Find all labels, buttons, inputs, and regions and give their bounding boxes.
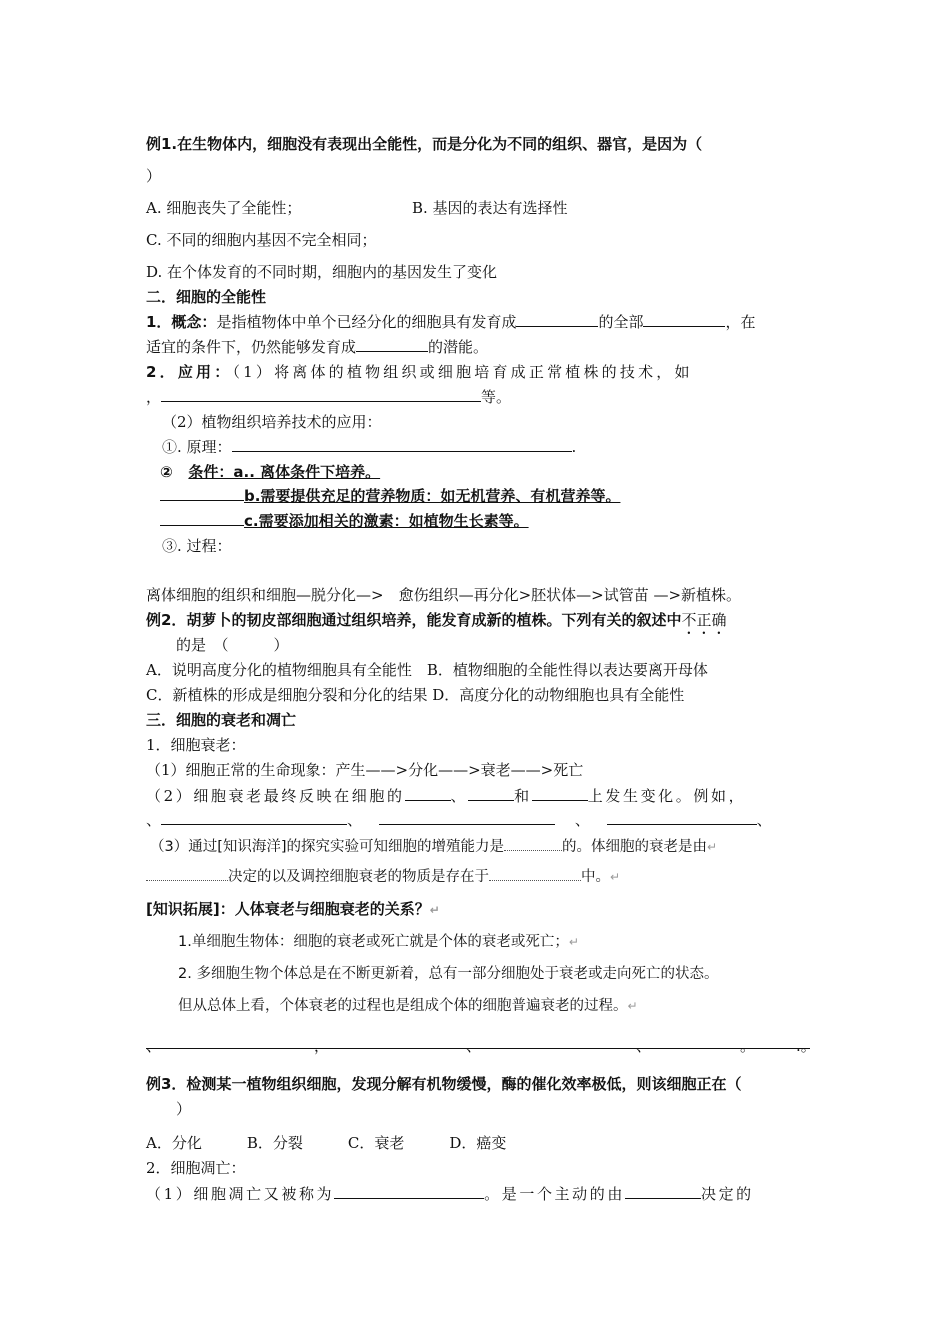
condition-line-b — [160, 486, 620, 506]
aging-point3-c: 决定的以及调控细胞衰老的物质是存在于 — [228, 869, 489, 885]
condition-line-c — [160, 511, 529, 531]
blank[interactable] — [625, 1184, 701, 1199]
aging-point2-row — [146, 810, 772, 830]
return-mark: ↵ — [627, 999, 638, 1013]
concept-text-a: 是指植物体中单个已经分化的细胞具有发育成 — [216, 313, 517, 331]
aging-point2-a: （2）细胞衰老最终反映在细胞的 — [146, 787, 405, 805]
aging-point3-a: （3）通过[知识海洋]的探究实验可知细胞的增殖能力是 — [150, 839, 505, 855]
concept-text-d: 适宜的条件下，仍然能够发育成 — [146, 338, 357, 356]
answer-sep-1: 、 — [146, 1037, 162, 1055]
application-line2 — [146, 387, 511, 407]
ex1-question — [146, 134, 702, 154]
condition-number: ② — [160, 463, 173, 481]
ex3-question-end: ） — [176, 1100, 192, 1118]
ex1-question-text: 例1.在生物体内，细胞没有表现出全能性，而是分化为不同的组织、器官，是因为（ — [146, 135, 703, 153]
blank[interactable] — [160, 486, 244, 501]
aging-heading: 1．细胞衰老： — [146, 736, 246, 754]
ex2-emphasis: 不正确 — [681, 611, 727, 629]
blank[interactable] — [356, 337, 428, 352]
return-mark: ↵ — [707, 840, 718, 854]
concept-text-b: 的全部 — [598, 313, 644, 331]
blank[interactable] — [607, 810, 757, 825]
sep: 、 — [146, 811, 162, 829]
section2-title: 二．细胞的全能性 — [146, 288, 267, 306]
extension-point3-text: 但从总体上看，个体衰老的过程也是组成个体的细胞普遍衰老的过程。 — [178, 998, 628, 1014]
ex1-question-end: ） — [146, 167, 162, 185]
blank[interactable] — [643, 312, 725, 327]
aging-point3-b: 的。体细胞的衰老是由 — [562, 839, 708, 855]
application-comma: ， — [146, 388, 162, 406]
ex2-question-text: 例2．胡萝卜的韧皮部细胞通过组织培养，能发育成新的植株。下列有关的叙述中 — [146, 611, 682, 629]
ex2-question-end: 的是 （ ） — [176, 636, 289, 654]
process-label: ③. 过程： — [162, 537, 232, 555]
application-text-a: （1）将离体的植物组织或细胞培育成正常植株的技术，如 — [232, 363, 693, 381]
application-text-c: 等。 — [481, 388, 512, 406]
principle-end: . — [571, 438, 577, 456]
aging-point2 — [146, 786, 746, 806]
return-mark: ↵ — [429, 903, 440, 917]
apoptosis-text-b: 。是一个主动的由 — [484, 1185, 625, 1203]
condition-b: b.需要提供充足的营养物质：如无机营养、有机营养等。 — [244, 487, 621, 505]
extension-title — [146, 899, 440, 920]
concept-label: 1．概念： — [146, 313, 217, 331]
apoptosis-text-c: 决定的 — [700, 1185, 754, 1203]
apoptosis-point1 — [146, 1184, 754, 1204]
answer-sep-2: ， — [314, 1037, 330, 1055]
ex1-option-c: C. 不同的细胞内基因不完全相同； — [146, 231, 377, 249]
return-mark: ↵ — [568, 935, 579, 949]
process-flow: 离体细胞的组织和细胞—脱分化—> 愈伤组织—再分化>胚状体—>试管苗 —>新植株。 — [146, 586, 742, 604]
aging-point3-d: 中。 — [581, 869, 610, 885]
ex2-question — [146, 610, 726, 638]
blank[interactable] — [516, 312, 598, 327]
concept-line2 — [146, 337, 488, 357]
blank[interactable] — [405, 786, 451, 801]
ex3-question — [146, 1074, 741, 1094]
blank[interactable] — [161, 387, 481, 402]
ex3-question-text: 例3．检测某一植物组织细胞，发现分解有机物缓慢，酶的催化效率极低，则该细胞正在（ — [146, 1075, 742, 1093]
ex1-option-d: D. 在个体发育的不同时期，细胞内的基因发生了变化 — [146, 263, 498, 281]
aging-point2-c: 和 — [514, 787, 532, 805]
extension-point1 — [178, 932, 579, 952]
blank[interactable] — [532, 786, 588, 801]
answer-sep-4: 、 — [636, 1037, 652, 1055]
blank[interactable] — [146, 866, 228, 881]
ex2-options-ab: A．说明高度分化的植物细胞具有全能性 B．植物细胞的全能性得以表达要离开母体 — [146, 661, 708, 679]
aging-point3-line1 — [150, 836, 717, 857]
section3-title: 三．细胞的衰老和凋亡 — [146, 711, 297, 729]
ex3-options: A．分化 B．分裂 C．衰老 D．癌变 — [146, 1134, 507, 1152]
apoptosis-text-a: （1）细胞凋亡又被称为 — [146, 1185, 335, 1203]
blank[interactable] — [161, 810, 347, 825]
blank[interactable] — [160, 511, 244, 526]
sep: 、 — [347, 811, 363, 829]
aging-point1: （1）细胞正常的生命现象：产生——>分化——>衰老——>死亡 — [146, 761, 584, 779]
application-label: 2．应用： — [146, 363, 233, 381]
apoptosis-heading: 2．细胞凋亡： — [146, 1159, 246, 1177]
aging-point2-d: 上发生变化。例如， — [587, 787, 747, 805]
answer-sep-5: 。 — [740, 1037, 756, 1055]
extension-title-text: [知识拓展]：人体衰老与细胞衰老的关系？ — [146, 900, 430, 918]
blank[interactable] — [379, 810, 555, 825]
ex2-options-cd: C．新植株的形成是细胞分裂和分化的结果 D．高度分化的动物细胞也具有全能性 — [146, 686, 685, 704]
answer-sep-3: 、 — [466, 1037, 482, 1055]
blank[interactable] — [468, 786, 514, 801]
return-mark: ↵ — [610, 870, 621, 884]
concept-text-c: ，在 — [725, 313, 756, 331]
application-sub: （2）植物组织培养技术的应用： — [162, 413, 382, 431]
blank[interactable] — [489, 866, 581, 881]
extension-point1-text: 1.单细胞生物体：细胞的衰老或死亡就是个体的衰老或死亡； — [178, 934, 569, 950]
principle-line — [162, 437, 576, 457]
blank[interactable] — [232, 437, 572, 452]
condition-c: c.需要添加相关的激素：如植物生长素等。 — [244, 512, 529, 530]
condition-line-a — [160, 462, 380, 482]
ex1-option-b: B. 基因的表达有选择性 — [412, 199, 568, 217]
application-line1 — [146, 362, 693, 382]
sep: 、 — [574, 811, 590, 829]
concept-text-e: 的潜能。 — [428, 338, 489, 356]
blank[interactable] — [504, 836, 562, 851]
answer-sep-6: .。 — [796, 1037, 816, 1055]
concept-line1 — [146, 312, 755, 332]
condition-a: 条件：a.. 离体条件下培养。 — [188, 463, 381, 481]
ex1-option-a: A. 细胞丧失了全能性； — [146, 199, 302, 217]
sep: 、 — [756, 811, 772, 829]
extension-point3 — [178, 996, 638, 1016]
blank[interactable] — [334, 1184, 484, 1199]
aging-point2-b: 、 — [450, 787, 469, 805]
principle-label: ①. 原理： — [162, 438, 232, 456]
extension-point2: 2. 多细胞生物个体总是在不断更新着，总有一部分细胞处于衰老或走向死亡的状态。 — [178, 966, 719, 982]
aging-point3-line2 — [146, 866, 620, 887]
